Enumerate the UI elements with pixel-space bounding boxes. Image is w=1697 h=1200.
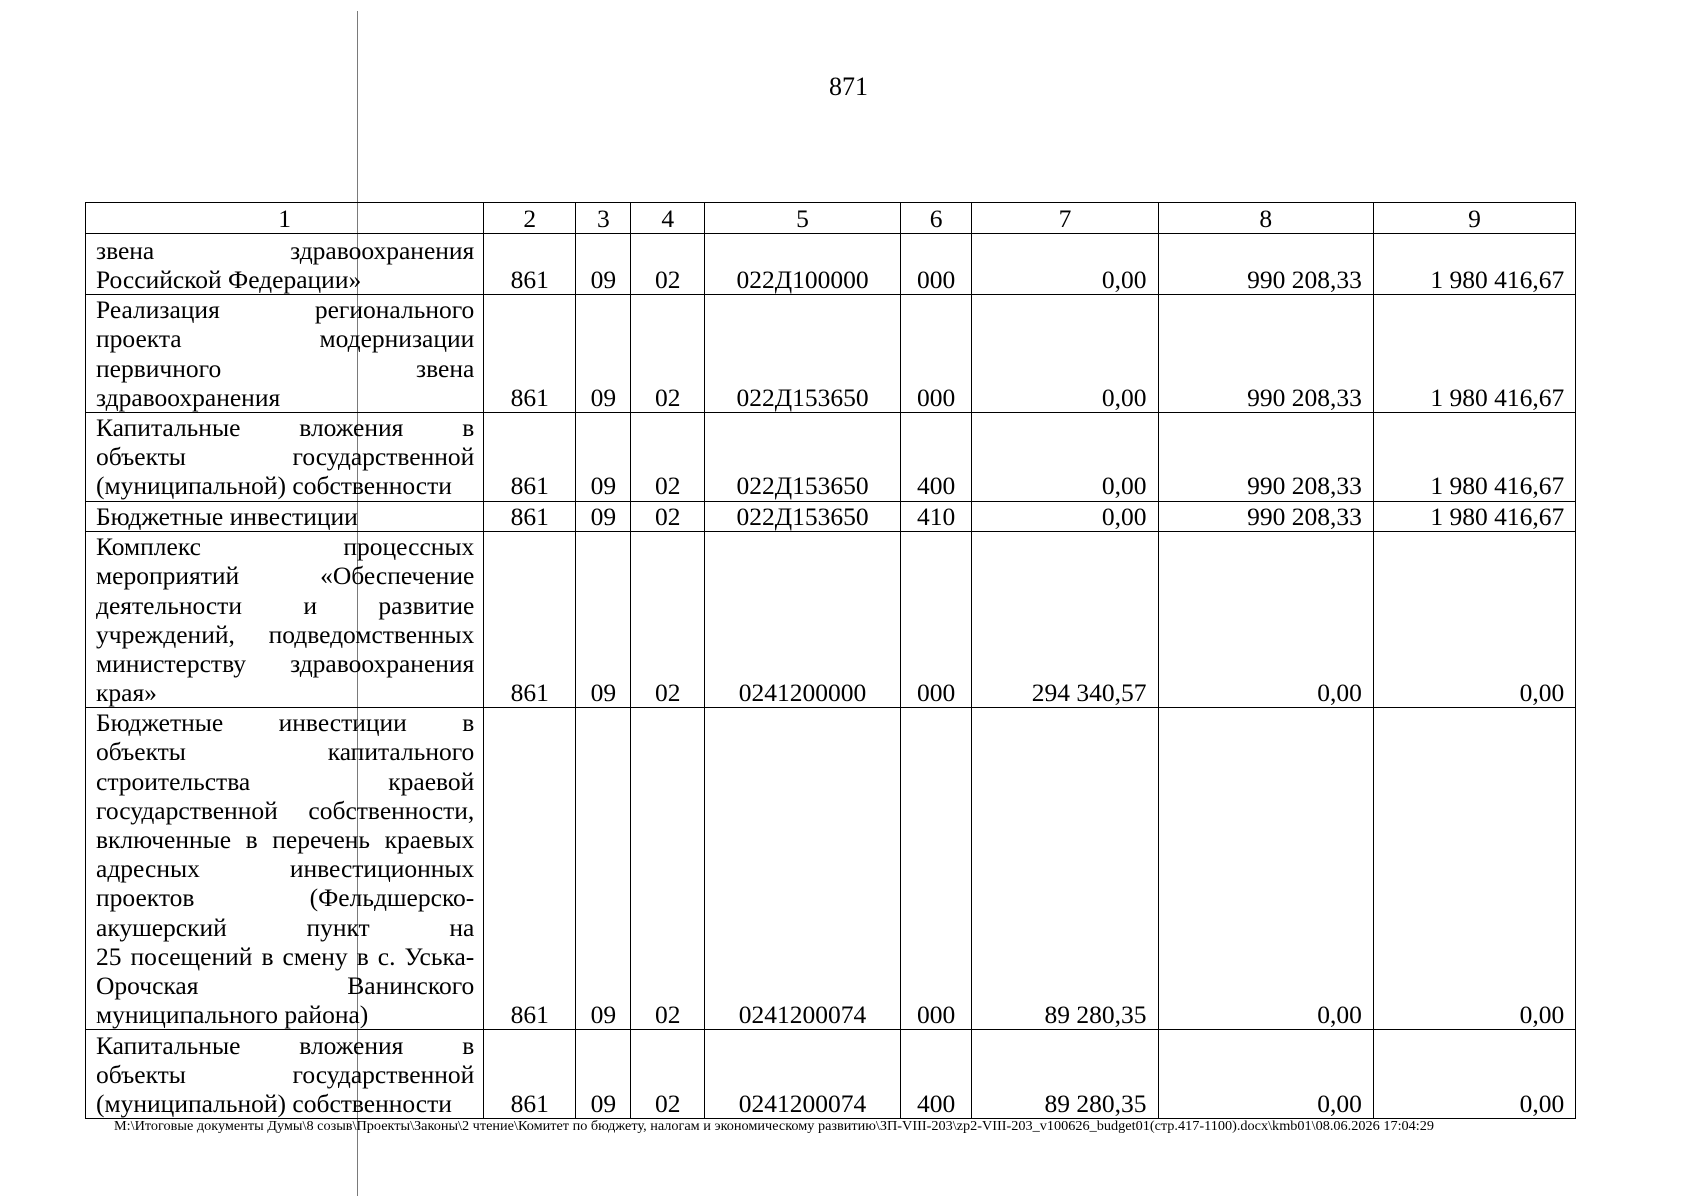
amount-col-8-cell: 990 208,33 <box>1158 501 1373 531</box>
word: 25 <box>96 941 122 971</box>
name-line <box>96 825 474 854</box>
ministry-code-cell: 861 <box>484 234 576 295</box>
word: регионального <box>314 295 475 325</box>
amount-col-8-cell: 990 208,33 <box>1158 412 1373 501</box>
name-line <box>96 620 474 649</box>
file-path-footer <box>114 1119 1434 1134</box>
word: в <box>261 941 274 971</box>
header-cell-8: 8 <box>1158 203 1373 234</box>
name-line <box>96 737 474 766</box>
name-line <box>96 767 474 796</box>
amount-col-9-cell: 0,00 <box>1373 531 1575 707</box>
subsection-cell: 02 <box>631 412 705 501</box>
header-cell-1: 1 <box>86 203 484 234</box>
section-cell: 09 <box>576 294 631 412</box>
file-path-text: М:\Итоговые документы Думы\8 созыв\Проекты\Законы\2 чтение\Комитет по бюджету, налогам и экономическому развитию\ЗП-VIII-203\zp2-VIII-203_v100626_budget01(стр.417-1100).docx\kmb01\08.06.2026 17:04:29 <box>114 1119 1434 1134</box>
header-cell-3: 3 <box>576 203 631 234</box>
section-cell: 09 <box>576 1030 631 1119</box>
name-line: края» <box>96 678 157 708</box>
row-name-cell <box>86 294 484 412</box>
name-line <box>96 649 474 678</box>
ministry-code-cell: 861 <box>484 531 576 707</box>
expense-type-cell: 000 <box>900 234 971 295</box>
header-cell-4: 4 <box>631 203 705 234</box>
word: инвестиционных <box>289 854 475 884</box>
ministry-code-cell: 861 <box>484 708 576 1030</box>
word: Капитальные <box>96 413 241 443</box>
word: строительства <box>96 766 251 796</box>
amount-col-8-cell: 0,00 <box>1158 1030 1373 1119</box>
expense-type-cell: 400 <box>900 412 971 501</box>
amount-col-7-cell: 0,00 <box>972 501 1158 531</box>
word: Реализация <box>96 295 220 325</box>
table-header-row <box>86 203 1576 234</box>
section-cell: 09 <box>576 708 631 1030</box>
word: капитального <box>327 737 475 767</box>
header-cell-7: 7 <box>972 203 1158 234</box>
header-cell-2: 2 <box>484 203 576 234</box>
word: здравоохранения <box>290 648 475 678</box>
word: Ванинского <box>347 970 475 1000</box>
amount-col-7-cell: 89 280,35 <box>972 1030 1158 1119</box>
word: в <box>462 708 475 738</box>
amount-col-9-cell: 1 980 416,67 <box>1373 412 1575 501</box>
subsection-cell: 02 <box>631 708 705 1030</box>
name-line: муниципального района) <box>96 1000 369 1030</box>
table-row <box>86 708 1576 1030</box>
amount-col-7-cell: 0,00 <box>972 412 1158 501</box>
amount-col-9-cell: 1 980 416,67 <box>1373 234 1575 295</box>
name-line: Бюджетные инвестиции <box>96 501 358 531</box>
amount-col-9-cell: 1 980 416,67 <box>1373 501 1575 531</box>
subsection-cell: 02 <box>631 234 705 295</box>
row-name-cell <box>86 412 484 501</box>
section-cell: 09 <box>576 531 631 707</box>
amount-col-7-cell: 294 340,57 <box>972 531 1158 707</box>
amount-col-8-cell: 990 208,33 <box>1158 234 1373 295</box>
word: деятельности <box>96 590 242 620</box>
word: на <box>449 912 475 942</box>
word: вложения <box>299 413 404 443</box>
word: краевой <box>388 766 475 796</box>
word: государственной <box>96 795 278 825</box>
expense-type-cell: 000 <box>900 294 971 412</box>
name-line <box>96 1060 474 1089</box>
page-number: 871 <box>829 72 868 101</box>
name-line <box>96 854 474 883</box>
word: инвестиции <box>278 708 407 738</box>
word: акушерский <box>96 912 227 942</box>
word: государственной <box>292 1059 475 1089</box>
amount-col-7-cell: 0,00 <box>972 234 1158 295</box>
name-line <box>96 971 474 1000</box>
name-line <box>96 295 474 324</box>
target-article-cell: 022Д153650 <box>705 412 901 501</box>
name-line: здравоохранения <box>96 382 281 412</box>
word: процессных <box>343 532 475 562</box>
word: в <box>245 825 258 855</box>
word: Комплекс <box>96 532 201 562</box>
target-article-cell: 0241200000 <box>705 531 901 707</box>
subsection-cell: 02 <box>631 531 705 707</box>
word: в <box>356 941 369 971</box>
section-cell: 09 <box>576 412 631 501</box>
ministry-code-cell: 861 <box>484 294 576 412</box>
name-line <box>96 561 474 590</box>
target-article-cell: 022Д153650 <box>705 501 901 531</box>
amount-col-8-cell: 990 208,33 <box>1158 294 1373 412</box>
name-line <box>96 324 474 353</box>
word: включенные <box>96 825 232 855</box>
subsection-cell: 02 <box>631 501 705 531</box>
word: Орочская <box>96 970 199 1000</box>
word: проектов <box>96 883 195 913</box>
word: перечень <box>272 825 371 855</box>
word: Уська- <box>404 941 475 971</box>
table-row <box>86 1030 1576 1119</box>
word: в <box>462 1030 475 1060</box>
word: здравоохранения <box>290 235 475 265</box>
word: первичного <box>96 353 222 383</box>
table-row <box>86 234 1576 295</box>
ministry-code-cell: 861 <box>484 501 576 531</box>
word: подведомственных <box>268 619 475 649</box>
word: (Фельдшерско- <box>309 883 475 913</box>
row-name-cell <box>86 234 484 295</box>
word: смену <box>282 941 348 971</box>
name-line <box>96 442 474 471</box>
name-line <box>96 913 474 942</box>
row-name-cell <box>86 531 484 707</box>
target-article-cell: 0241200074 <box>705 1030 901 1119</box>
section-cell: 09 <box>576 234 631 295</box>
word: объекты <box>96 1059 186 1089</box>
subsection-cell: 02 <box>631 1030 705 1119</box>
word: модернизации <box>319 324 475 354</box>
name-line <box>96 532 474 561</box>
name-line <box>96 942 474 971</box>
expense-type-cell: 400 <box>900 1030 971 1119</box>
word: с. <box>377 941 396 971</box>
word: краевых <box>384 825 475 855</box>
word: мероприятий <box>96 561 240 591</box>
table-row <box>86 501 1576 531</box>
target-article-cell: 022Д100000 <box>705 234 901 295</box>
table-row <box>86 412 1576 501</box>
word: объекты <box>96 737 186 767</box>
name-line: (муниципальной) собственности <box>96 1088 452 1118</box>
table-body <box>86 203 1576 1119</box>
budget-table <box>85 202 1576 1119</box>
word: Бюджетные <box>96 708 224 738</box>
word: адресных <box>96 854 200 884</box>
amount-col-7-cell: 89 280,35 <box>972 708 1158 1030</box>
expense-type-cell: 000 <box>900 708 971 1030</box>
subsection-cell: 02 <box>631 294 705 412</box>
name-line <box>96 236 474 265</box>
name-line <box>96 1031 474 1060</box>
word: звена <box>96 235 155 265</box>
header-cell-6: 6 <box>900 203 971 234</box>
word: проекта <box>96 324 182 354</box>
table-row <box>86 294 1576 412</box>
row-name-cell <box>86 501 484 531</box>
ministry-code-cell: 861 <box>484 1030 576 1119</box>
amount-col-8-cell: 0,00 <box>1158 708 1373 1030</box>
word: развитие <box>378 590 475 620</box>
amount-col-9-cell: 0,00 <box>1373 1030 1575 1119</box>
word: в <box>462 413 475 443</box>
section-cell: 09 <box>576 501 631 531</box>
header-cell-9: 9 <box>1373 203 1575 234</box>
word: учреждений, <box>96 619 235 649</box>
target-article-cell: 0241200074 <box>705 708 901 1030</box>
word: пункт <box>306 912 370 942</box>
word: Капитальные <box>96 1030 241 1060</box>
name-line <box>96 413 474 442</box>
word: вложения <box>299 1030 404 1060</box>
name-line <box>96 883 474 912</box>
word: собственности, <box>308 795 475 825</box>
row-name-cell <box>86 708 484 1030</box>
word: посещений <box>130 941 253 971</box>
row-name-cell <box>86 1030 484 1119</box>
name-line <box>96 708 474 737</box>
name-line <box>96 354 474 383</box>
word: и <box>303 590 317 620</box>
expense-type-cell: 410 <box>900 501 971 531</box>
name-line <box>96 591 474 620</box>
word: звена <box>416 353 475 383</box>
word: «Обеспечение <box>320 561 475 591</box>
target-article-cell: 022Д153650 <box>705 294 901 412</box>
word: министерству <box>96 648 246 678</box>
amount-col-9-cell: 1 980 416,67 <box>1373 294 1575 412</box>
amount-col-9-cell: 0,00 <box>1373 708 1575 1030</box>
expense-type-cell: 000 <box>900 531 971 707</box>
word: государственной <box>292 442 475 472</box>
header-cell-5: 5 <box>705 203 901 234</box>
name-line: Российской Федерации» <box>96 264 362 294</box>
name-line: (муниципальной) собственности <box>96 471 452 501</box>
name-line <box>96 796 474 825</box>
amount-col-8-cell: 0,00 <box>1158 531 1373 707</box>
ministry-code-cell: 861 <box>484 412 576 501</box>
table-row <box>86 531 1576 707</box>
word: объекты <box>96 442 186 472</box>
amount-col-7-cell: 0,00 <box>972 294 1158 412</box>
